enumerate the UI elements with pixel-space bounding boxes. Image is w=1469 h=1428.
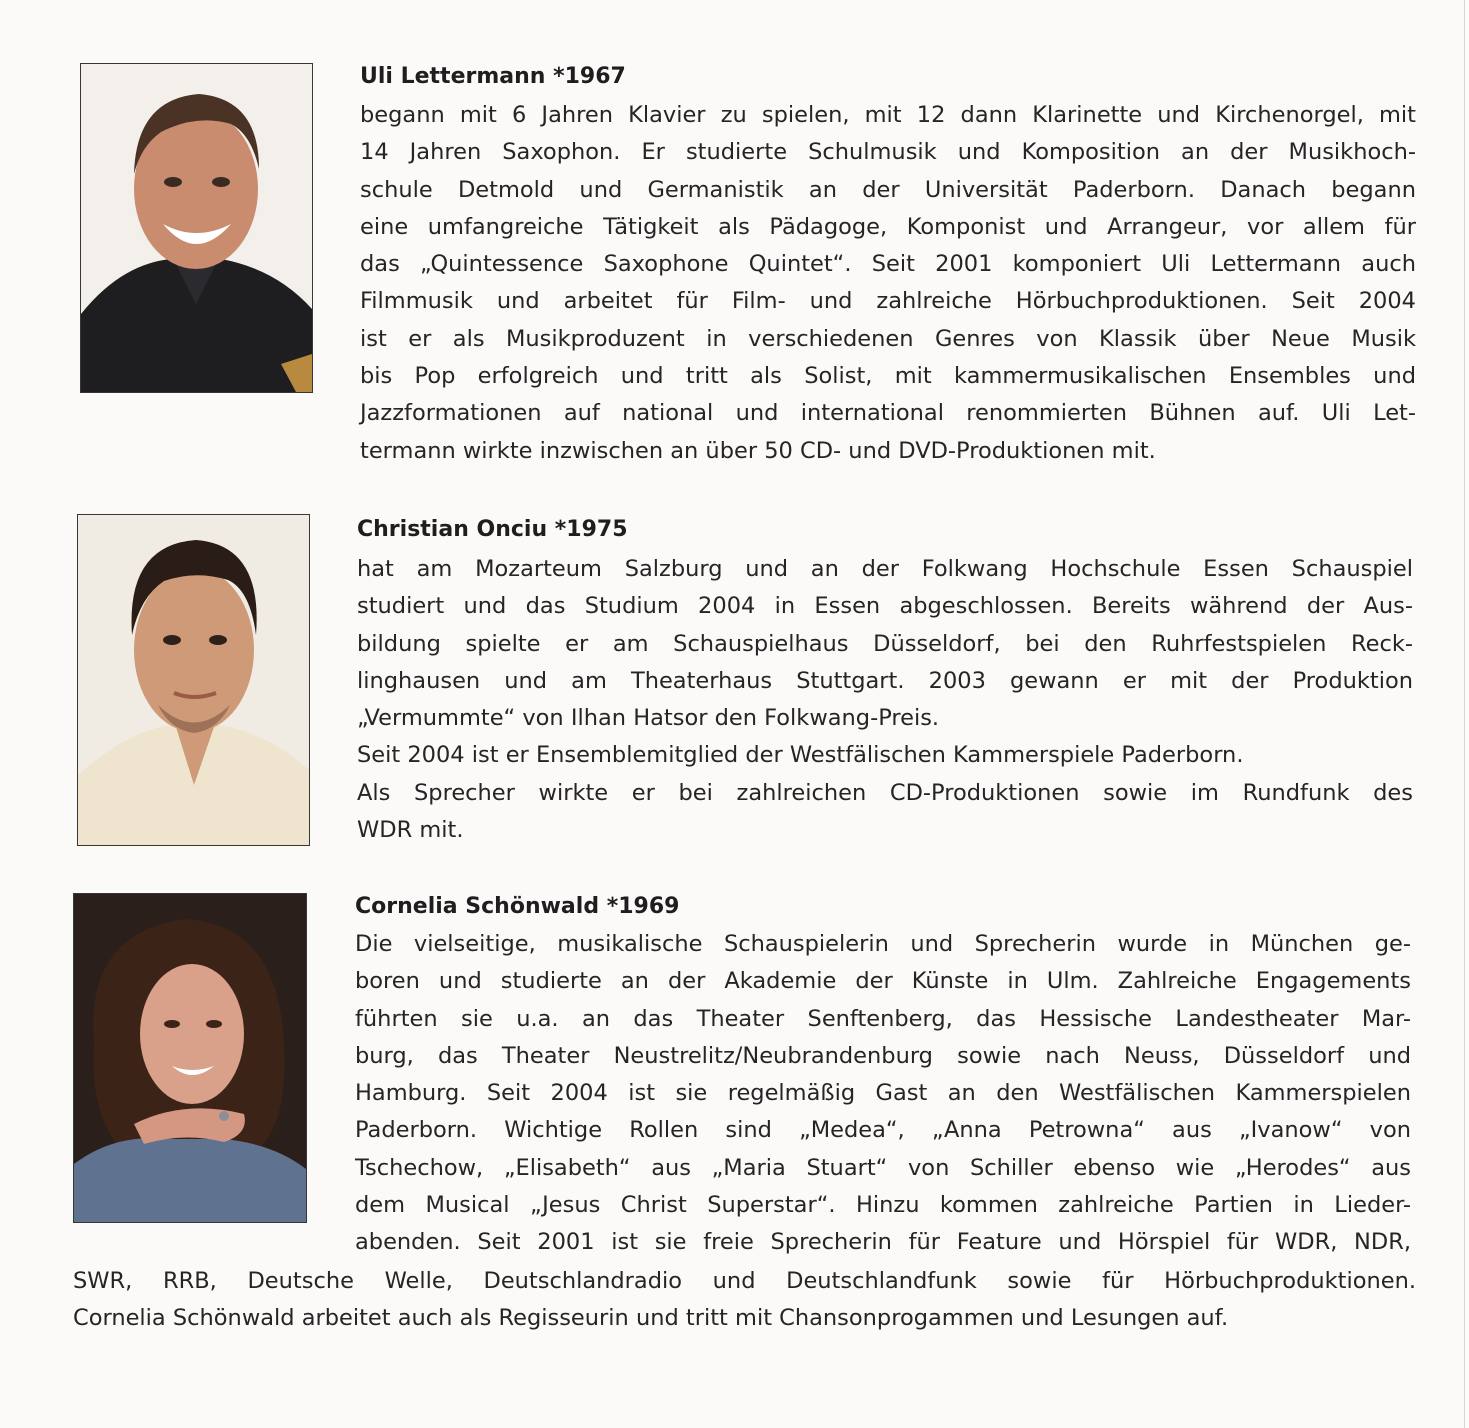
bio-text-cornelia-schoenwald-continued	[73, 1263, 1416, 1338]
bio-text-uli-lettermann	[360, 97, 1416, 470]
portrait-image	[78, 515, 309, 845]
bio-name-uli-lettermann: Uli Lettermann *1967	[360, 64, 626, 89]
bio-line: Paderborn. Wichtige Rollen sind „Medea“, „Anna Petrowna“ aus „Ivanow“ von	[355, 1117, 1411, 1144]
bio-line: bis Pop erfolgreich und tritt als Solist, mit kammermusikalischen Ensembles und	[360, 363, 1416, 390]
bio-line: schule Detmold und Germanistik an der Universität Paderborn. Danach begann	[360, 176, 1416, 203]
bio-line: bildung spielte er am Schauspielhaus Düsseldorf, bei den Ruhrfestspielen Reck-	[357, 630, 1413, 657]
page-edge-line	[1464, 0, 1465, 1428]
bio-text-christian-onciu	[357, 551, 1413, 849]
bio-line: Die vielseitige, musikalische Schauspielerin und Sprecherin wurde in München ge-	[355, 931, 1411, 957]
portrait-image	[74, 894, 306, 1222]
portrait-image	[81, 64, 312, 392]
bio-name-christian-onciu: Christian Onciu *1975	[357, 517, 628, 542]
bio-line: begann mit 6 Jahren Klavier zu spielen, mit 12 dann Klarinette und Kirchenorgel, mit	[360, 102, 1416, 128]
bio-line: Hamburg. Seit 2004 ist sie regelmäßig Gast an den Westfälischen Kammerspielen	[355, 1080, 1411, 1107]
bio-text-cornelia-schoenwald	[355, 926, 1411, 1262]
bio-line: „Vermummte“ von Ilhan Hatsor den Folkwang-Preis.	[357, 705, 940, 732]
bio-line: eine umfangreiche Tätigkeit als Pädagoge, Komponist und Arrangeur, vor allem für	[360, 213, 1416, 240]
bio-name-cornelia-schoenwald: Cornelia Schönwald *1969	[355, 894, 680, 919]
bio-line: termann wirkte inzwischen an über 50 CD- und DVD-Produktionen mit.	[360, 437, 1156, 464]
bio-line: hat am Mozarteum Salzburg und an der Folkwang Hochschule Essen Schauspiel	[357, 556, 1413, 582]
bio-line: dem Musical „Jesus Christ Superstar“. Hinzu kommen zahlreiche Partien in Lieder-	[355, 1192, 1411, 1219]
bio-line: Cornelia Schönwald arbeitet auch als Regisseurin und tritt mit Chansonprogammen und Lesungen auf.	[73, 1305, 1229, 1332]
bio-line: abenden. Seit 2001 ist sie freie Sprecherin für Feature und Hörspiel für WDR, NDR,	[355, 1229, 1411, 1256]
bio-line: ist er als Musikproduzent in verschiedenen Genres von Klassik über Neue Musik	[360, 325, 1416, 352]
bio-line: Als Sprecher wirkte er bei zahlreichen CD-Produktionen sowie im Rundfunk des	[357, 779, 1413, 806]
bio-line: burg, das Theater Neustrelitz/Neubrandenburg sowie nach Neuss, Düsseldorf und	[355, 1042, 1411, 1069]
bio-line: Filmmusik und arbeitet für Film- und zahlreiche Hörbuchproduktionen. Seit 2004	[360, 288, 1416, 315]
bio-line: linghausen und am Theaterhaus Stuttgart. 2003 gewann er mit der Produktion	[357, 667, 1413, 694]
bio-line: Tschechow, „Elisabeth“ aus „Maria Stuart“ von Schiller ebenso wie „Herodes“ aus	[355, 1154, 1411, 1181]
portrait-photo-cornelia-schoenwald	[73, 893, 307, 1223]
portrait-photo-uli-lettermann	[80, 63, 313, 393]
bio-line: führten sie u.a. an das Theater Senftenberg, das Hessische Landestheater Mar-	[355, 1005, 1411, 1032]
bio-line: WDR mit.	[357, 817, 464, 844]
bio-line: boren und studierte an der Akademie der Künste in Ulm. Zahlreiche Engagements	[355, 968, 1411, 995]
portrait-photo-christian-onciu	[77, 514, 310, 846]
bio-line: 14 Jahren Saxophon. Er studierte Schulmusik und Komposition an der Musikhoch-	[360, 139, 1416, 166]
bio-line: Seit 2004 ist er Ensemblemitglied der Westfälischen Kammerspiele Paderborn.	[357, 742, 1244, 769]
bio-line: studiert und das Studium 2004 in Essen abgeschlossen. Bereits während der Aus-	[357, 593, 1413, 620]
bio-line: das „Quintessence Saxophone Quintet“. Seit 2001 komponiert Uli Lettermann auch	[360, 251, 1416, 278]
bio-line: SWR, RRB, Deutsche Welle, Deutschlandradio und Deutschlandfunk sowie für Hörbuchproduktionen.	[73, 1268, 1416, 1294]
bio-line: Jazzformationen auf national und international renommierten Bühnen auf. Uli Let-	[360, 400, 1416, 427]
